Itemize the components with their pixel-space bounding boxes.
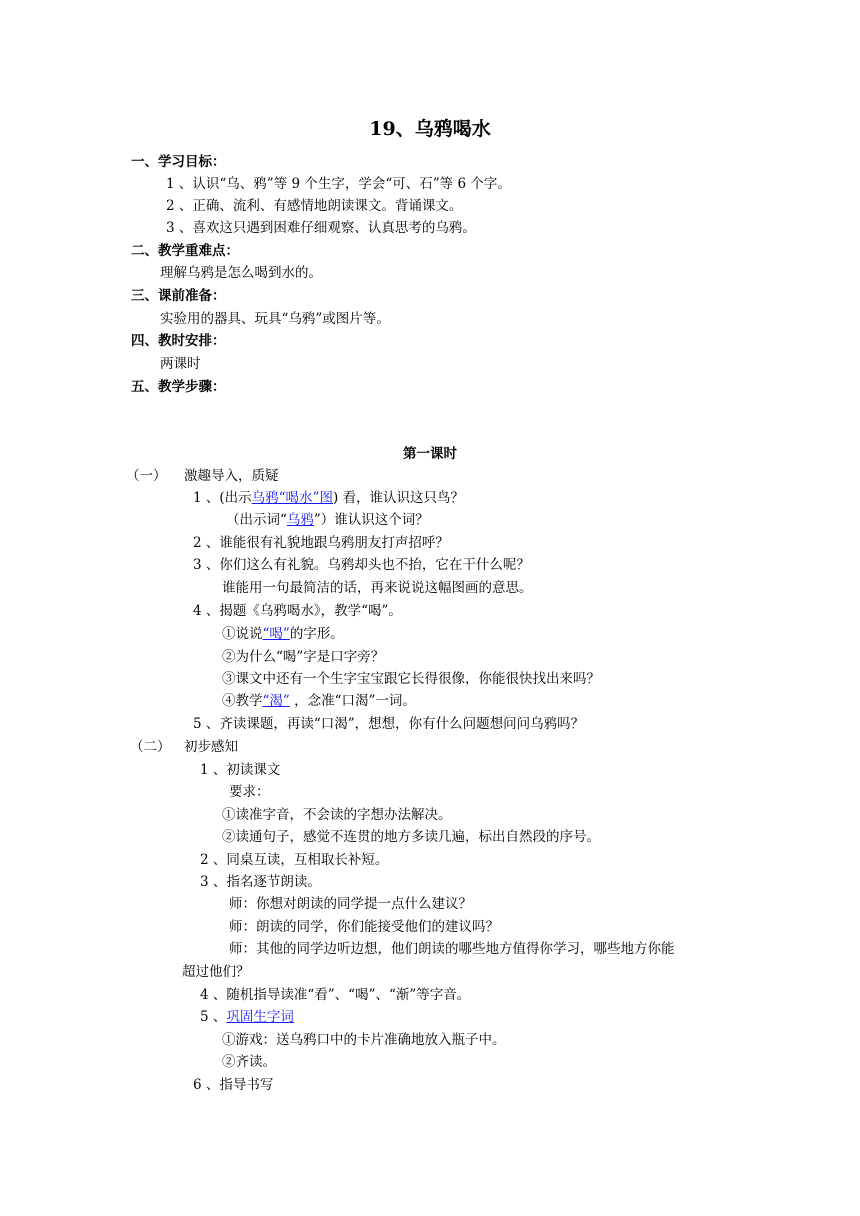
substep-4-line: 4 、随机指导读准“看”、“喝”、“渐”等字音。 xyxy=(200,987,471,1003)
step-4c-line: ③课文中还有一个生字宝宝跟它长得很像，你能很快找出来吗？ xyxy=(222,671,600,687)
section-heading-keypoints: 二、教学重难点： xyxy=(131,243,239,259)
requirement-1: ①读准字音，不会读的字想办法解决。 xyxy=(222,807,452,823)
read-together-line: ②齐读。 xyxy=(222,1054,276,1070)
substep-1-line: 1 、初读课文 xyxy=(200,762,281,778)
step-4a-prefix: ①说说 xyxy=(222,626,263,642)
goal-item-1: 1 、认识“乌、鸦”等 9 个生字，学会“可、石”等 6 个字。 xyxy=(166,176,511,192)
section-heading-goals: 一、学习目标： xyxy=(131,154,226,170)
part-1-number: （一） xyxy=(126,468,167,484)
step-1-line xyxy=(193,489,464,507)
step-4a-suffix: 的字形。 xyxy=(289,626,344,642)
requirement-2: ②读通句子，感觉不连贯的地方多读几遍，标出自然段的序号。 xyxy=(222,829,600,845)
teacher-line-1: 师：你想对朗读的同学提一点什么建议？ xyxy=(229,896,472,912)
step-1b-suffix: ”）谁认识这个词？ xyxy=(313,512,429,528)
step-3-line: 3 、你们这么有礼貌。乌鸦却头也不抬，它在干什么呢？ xyxy=(193,557,530,573)
crow-drinking-image-link[interactable]: 乌鸦“喝水”图 xyxy=(251,490,333,506)
section-heading-schedule: 四、教时安排： xyxy=(131,333,226,349)
preparation-text: 实验用的器具、玩具“乌鸦”或图片等。 xyxy=(160,311,390,327)
schedule-text: 两课时 xyxy=(160,356,201,372)
step-5-line: 5 、齐读课题，再读“口渴”，想想，你有什么问题想问问乌鸦吗？ xyxy=(193,716,585,732)
teacher-line-3-cont: 超过他们？ xyxy=(182,964,250,980)
step-4d-prefix: ④教学 xyxy=(222,693,263,709)
step-1b-prefix: （出示词“ xyxy=(226,512,287,528)
lesson-heading: 第一课时 xyxy=(403,446,457,462)
game-line: ①游戏：送乌鸦口中的卡片准确地放入瓶子中。 xyxy=(222,1032,506,1048)
step-4a-line xyxy=(222,625,344,643)
teacher-line-3: 师：其他的同学边听边想，他们朗读的哪些地方值得你学习，哪些地方你能 xyxy=(229,941,675,957)
step-1-prefix: 1 、(出示 xyxy=(193,490,252,506)
substep-5-prefix: 5 、 xyxy=(200,1009,227,1025)
he-character-link[interactable]: “喝” xyxy=(262,626,290,642)
step-1b-line xyxy=(226,511,429,529)
step-3b-line: 谁能用一句最简洁的话，再来说说这幅图画的意思。 xyxy=(222,580,533,596)
step-1-suffix: ) 看，谁认识这只鸟？ xyxy=(332,490,465,506)
part-2-title: 初步感知 xyxy=(184,739,238,755)
step-4d-suffix: ，念准“口渴”一词。 xyxy=(289,693,416,709)
ke-character-link[interactable]: “渴” xyxy=(262,693,290,709)
section-heading-steps: 五、教学步骤： xyxy=(131,379,226,395)
page-title: 19、乌鸦喝水 xyxy=(369,118,491,140)
step-4d-line xyxy=(222,692,416,710)
part-2-number: （二） xyxy=(130,739,171,755)
substep-5-line xyxy=(200,1008,294,1026)
substep-3-line: 3 、指名逐节朗读。 xyxy=(200,874,321,890)
step-4b-line: ②为什么“喝”字是口字旁？ xyxy=(222,649,385,665)
crow-word-link[interactable]: 乌鸦 xyxy=(286,512,314,528)
step-4-line: 4 、揭题《乌鸦喝水》，教学“喝”。 xyxy=(193,603,402,619)
substep-2-line: 2 、同桌互读，互相取长补短。 xyxy=(200,852,389,868)
part-1-title: 激趣导入，质疑 xyxy=(184,468,279,484)
goal-item-2: 2 、正确、流利、有感情地朗读课文。背诵课文。 xyxy=(166,198,463,214)
consolidate-words-link[interactable]: 巩固生字词 xyxy=(226,1009,294,1025)
step-2-line: 2 、谁能很有礼貌地跟乌鸦朋友打声招呼？ xyxy=(193,535,449,551)
goal-item-3: 3 、喜欢这只遇到困难仔细观察、认真思考的乌鸦。 xyxy=(166,220,476,236)
requirement-label: 要求： xyxy=(229,784,270,800)
keypoint-text: 理解乌鸦是怎么喝到水的。 xyxy=(160,265,322,281)
substep-6-line: 6 、指导书写 xyxy=(193,1077,274,1093)
teacher-line-2: 师：朗读的同学，你们能接受他们的建议吗？ xyxy=(229,919,499,935)
section-heading-preparation: 三、课前准备： xyxy=(131,288,226,304)
